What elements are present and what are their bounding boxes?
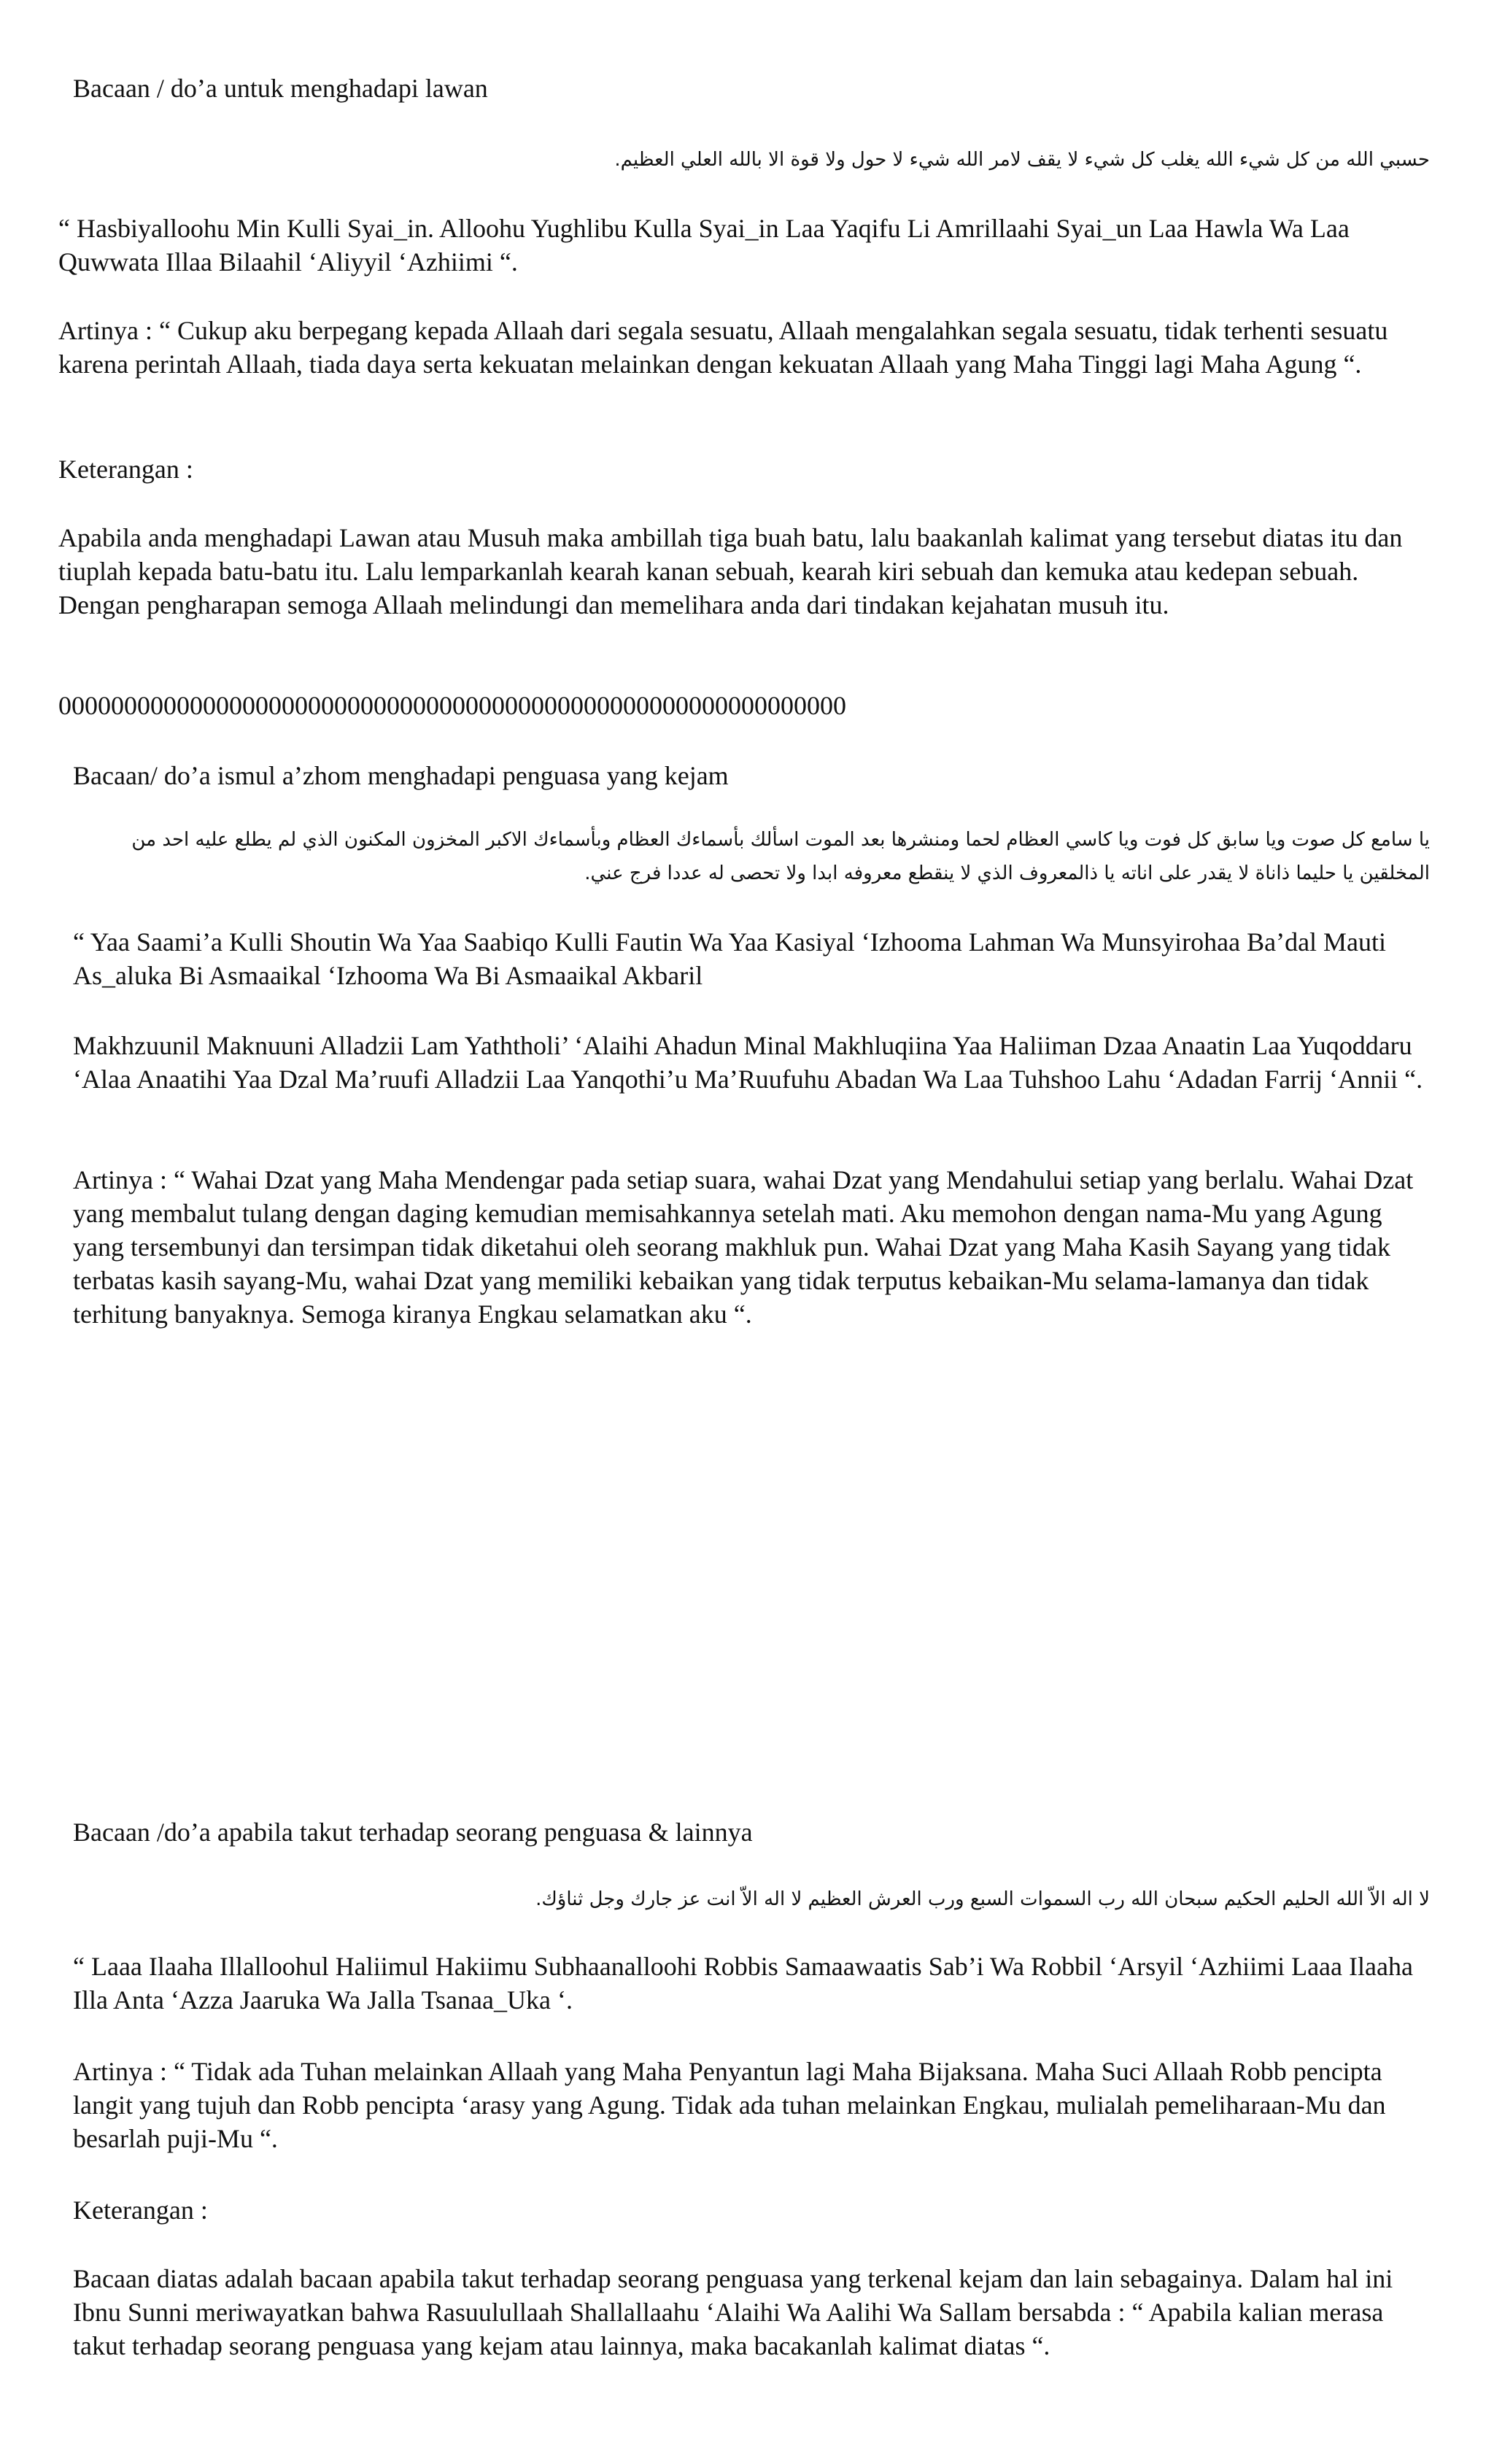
section3-latin: “ Laaa Ilaaha Illalloohul Haliimul Hakiimu Subhaanalloohi Robbis Samaawaatis Sab’i Wa Robbil ‘Arsyil ‘Azhiimi Laaa Ilaaha Illa Anta ‘Azza Jaaruka Wa Jalla Tsanaa_Uka ‘. [73, 1952, 1413, 2015]
section3-note-label: Keterangan : [73, 2195, 208, 2225]
section3-arabic: لا اله الاّ الله الحليم الحكيم سبحان الله رب السموات السبع ورب العرش العظيم لا اله الاّ انت عز جارك وجل ثناؤك. [535, 1888, 1430, 1910]
section2-latin-1: “ Yaa Saami’a Kulli Shoutin Wa Yaa Saabiqo Kulli Fautin Wa Yaa Kasiyal ‘Izhooma Lahman Wa Munsyirohaa Ba’dal Mauti As_aluka Bi Asmaaikal ‘Izhooma Wa Bi Asmaaikal Akbaril [73, 927, 1387, 990]
section1-note-label: Keterangan : [58, 455, 193, 484]
section2-title: Bacaan/ do’a ismul a’zhom menghadapi penguasa yang kejam [73, 761, 729, 790]
section1-arabic: حسبي الله من كل شيء الله يغلب كل شيء لا يقف لامر الله شيء لا حول ولا قوة الا بالله العلي العظيم. [614, 149, 1430, 171]
section2-arabic: يا سامع كل صوت ويا سابق كل فوت ويا كاسي العظام لحما ومنشرها بعد الموت اسألك بأسماءك العظام وبأسماءك الاكبر المخزون المكنون الذي لم يطلع عليه احد من المخلقين يا حليما ذاناة لا يقدر على اناته يا ذالمعروف الذي لا ينقطع معروفه ابدا ولا تحصى له عددا فرج عني. [131, 829, 1430, 884]
section3-meaning: Artinya : “ Tidak ada Tuhan melainkan Allaah yang Maha Penyantun lagi Maha Bijaksana. Maha Suci Allaah Robb pencipta langit yang tujuh dan Robb pencipta ‘arasy yang Agung. Tidak ada tuhan melainkan Engkau, mulialah pemeliharaan-Mu dan besarlah puji-Mu “. [73, 2057, 1386, 2153]
section2-latin-2: Makhzuunil Maknuuni Alladzii Lam Yaththoli’ ‘Alaihi Ahadun Minal Makhluqiina Yaa Haliiman Dzaa Anaatin Laa Yuqoddaru ‘Alaa Anaatihi Yaa Dzal Ma’ruufi Alladzii Laa Yanqothi’u Ma’Ruufuhu Abadan Wa Laa Tuhshoo Lahu ‘Adadan Farrij ‘Annii “. [73, 1031, 1423, 1094]
section1-meaning: Artinya : “ Cukup aku berpegang kepada Allaah dari segala sesuatu, Allaah mengalahkan segala sesuatu, tidak terhenti sesuatu karena perintah Allaah, tiada daya serta kekuatan melainkan dengan kekuatan Allaah yang Maha Tinggi lagi Maha Agung “. [58, 316, 1388, 379]
section3-title: Bacaan /do’a apabila takut terhadap seorang penguasa & lainnya [73, 1818, 753, 1847]
section1-latin: “ Hasbiyalloohu Min Kulli Syai_in. Alloohu Yughlibu Kulla Syai_in Laa Yaqifu Li Amrillaahi Syai_un Laa Hawla Wa Laa Quwwata Illaa Bilaahil ‘Aliyyil ‘Azhiimi “. [58, 214, 1350, 277]
separator-line: 000000000000000000000000000000000000000000000000000000000000 [58, 691, 846, 720]
section3-note: Bacaan diatas adalah bacaan apabila takut terhadap seorang penguasa yang terkenal kejam dan lain sebagainya. Dalam hal ini Ibnu Sunni meriwayatkan bahwa Rasuulullaah Shallallaahu ‘Alaihi Wa Aalihi Wa Sallam bersabda : “ Apabila kalian merasa takut terhadap seorang penguasa yang kejam atau lainnya, maka bacakanlah kalimat diatas “. [73, 2264, 1393, 2360]
section1-title: Bacaan / do’a untuk menghadapi lawan [73, 74, 488, 103]
section2-meaning: Artinya : “ Wahai Dzat yang Maha Mendengar pada setiap suara, wahai Dzat yang Mendahului setiap yang berlalu. Wahai Dzat yang membalut tulang dengan daging kemudian memisahkannya setelah mati. Aku memohon dengan nama-Mu yang Agung yang tersembunyi dan tersimpan tidak diketahui oleh seorang makhluk pun. Wahai Dzat yang Maha Kasih Sayang yang tidak terbatas kasih sayang-Mu, wahai Dzat yang memiliki kebaikan yang tidak terputus kebaikan-Mu selama-lamanya dan tidak terhitung banyaknya. Semoga kiranya Engkau selamatkan aku “. [73, 1165, 1414, 1329]
section1-note: Apabila anda menghadapi Lawan atau Musuh maka ambillah tiga buah batu, lalu baakanlah kalimat yang tersebut diatas itu dan tiuplah kepada batu-batu itu. Lalu lemparkanlah kearah kanan sebuah, kearah kiri sebuah dan kemuka atau kedepan sebuah. Dengan pengharapan semoga Allaah melindungi dan memelihara anda dari tindakan kejahatan musuh itu. [58, 523, 1403, 619]
